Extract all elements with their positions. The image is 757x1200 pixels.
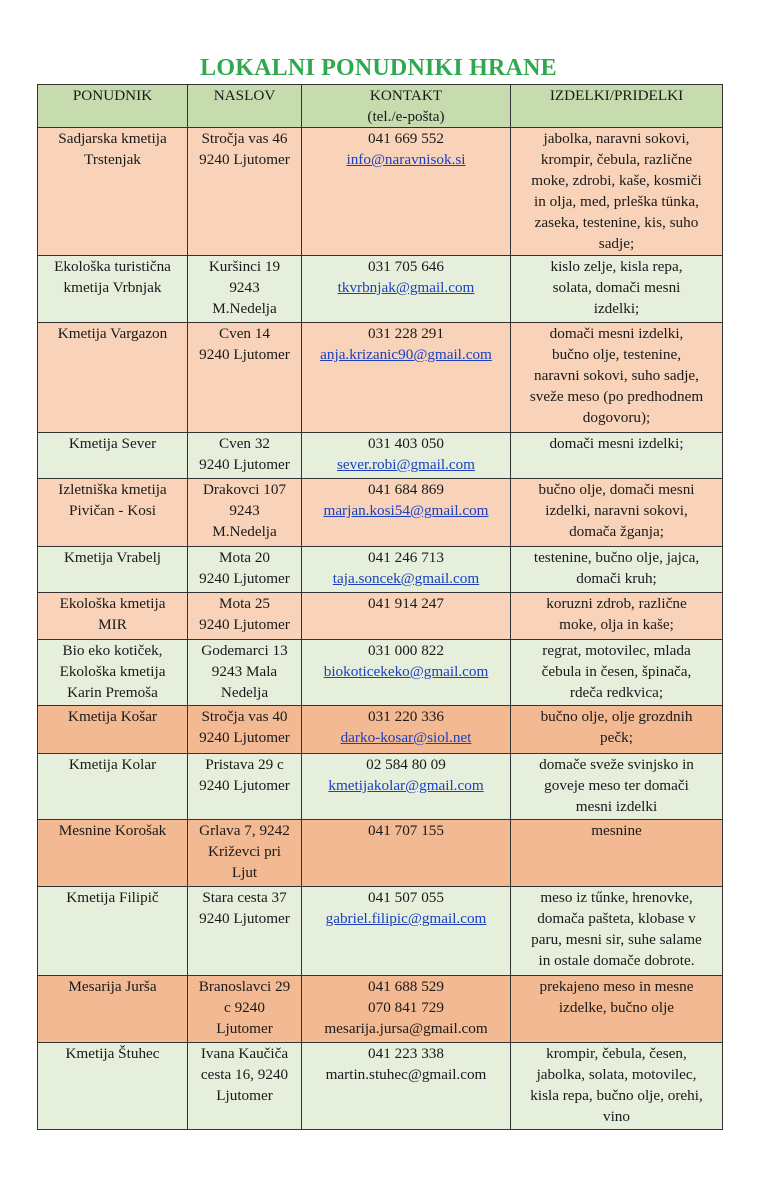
- cell-izdelki: regrat, motovilec, mlada čebula in česen, špinača, rdeča redkvica;: [511, 640, 723, 706]
- cell-naslov: Stročja vas 46 9240 Ljutomer: [188, 128, 302, 256]
- phone-number: 041 246 713: [368, 549, 444, 566]
- phone-number: 031 220 336: [368, 708, 444, 725]
- email-link[interactable]: marjan.kosi54@gmail.com: [323, 502, 489, 519]
- phone-number: 041 669 552: [368, 130, 444, 147]
- phone-number: 041 707 155: [368, 822, 444, 839]
- cell-kontakt: [302, 547, 511, 593]
- cell-kontakt: [302, 976, 511, 1043]
- phone-number: 031 403 050: [368, 435, 444, 452]
- cell-ponudnik: Kmetija Filipič: [38, 887, 188, 976]
- header-ponudnik: PONUDNIK: [38, 85, 188, 128]
- cell-naslov: Ivana Kaučiča cesta 16, 9240 Ljutomer: [188, 1043, 302, 1130]
- cell-kontakt: [302, 128, 511, 256]
- phone-number: 041 914 247: [368, 595, 444, 612]
- cell-ponudnik: Kmetija Sever: [38, 433, 188, 479]
- cell-izdelki: krompir, čebula, česen, jabolka, solata, motovilec, kisla repa, bučno olje, orehi, vino: [511, 1043, 723, 1130]
- phone-number: 031 705 646: [368, 258, 444, 275]
- table-row: [38, 479, 723, 547]
- phone-number: 041 684 869: [368, 481, 444, 498]
- phone-number: 041 688 529 070 841 729: [368, 978, 444, 1016]
- cell-izdelki: bučno olje, olje grozdnih pečk;: [511, 706, 723, 754]
- cell-ponudnik: Mesnine Korošak: [38, 820, 188, 887]
- page-title: LOKALNI PONUDNIKI HRANE: [200, 55, 557, 81]
- email-link[interactable]: gabriel.filipic@gmail.com: [325, 910, 487, 927]
- cell-naslov: Pristava 29 c 9240 Ljutomer: [188, 754, 302, 820]
- cell-ponudnik: Kmetija Štuhec: [38, 1043, 188, 1130]
- cell-izdelki: meso iz tűnke, hrenovke, domača pašteta, klobase v paru, mesni sir, suhe salame in ostale domače dobrote.: [511, 887, 723, 976]
- cell-kontakt: [302, 433, 511, 479]
- table-row: [38, 547, 723, 593]
- cell-izdelki: domače sveže svinjsko in goveje meso ter domači mesni izdelki: [511, 754, 723, 820]
- suppliers-table: [37, 84, 723, 1130]
- cell-kontakt: [302, 323, 511, 433]
- cell-izdelki: domači mesni izdelki, bučno olje, testenine, naravni sokovi, suho sadje, sveže meso (po predhodnem dogovoru);: [511, 323, 723, 433]
- cell-ponudnik: Kmetija Kolar: [38, 754, 188, 820]
- cell-kontakt: [302, 479, 511, 547]
- cell-ponudnik: Kmetija Vargazon: [38, 323, 188, 433]
- email-link[interactable]: darko-kosar@siol.net: [340, 729, 472, 746]
- cell-naslov: Mota 25 9240 Ljutomer: [188, 593, 302, 640]
- table-row: [38, 887, 723, 976]
- table-row: [38, 323, 723, 433]
- cell-ponudnik: Bio eko kotiček, Ekološka kmetija Karin Premoša: [38, 640, 188, 706]
- email-link[interactable]: taja.soncek@gmail.com: [332, 570, 480, 587]
- cell-naslov: Branoslavci 29 c 9240 Ljutomer: [188, 976, 302, 1043]
- table-row: [38, 976, 723, 1043]
- email-link: martin.stuhec@gmail.com: [325, 1066, 487, 1083]
- cell-naslov: Cven 14 9240 Ljutomer: [188, 323, 302, 433]
- table-row: [38, 593, 723, 640]
- cell-kontakt: [302, 820, 511, 887]
- cell-izdelki: testenine, bučno olje, jajca, domači kruh;: [511, 547, 723, 593]
- cell-izdelki: kislo zelje, kisla repa, solata, domači mesni izdelki;: [511, 256, 723, 323]
- cell-izdelki: bučno olje, domači mesni izdelki, naravni sokovi, domača žganja;: [511, 479, 723, 547]
- cell-izdelki: prekajeno meso in mesne izdelke, bučno olje: [511, 976, 723, 1043]
- cell-ponudnik: Sadjarska kmetija Trstenjak: [38, 128, 188, 256]
- cell-kontakt: [302, 887, 511, 976]
- cell-naslov: Kuršinci 19 9243 M.Nedelja: [188, 256, 302, 323]
- cell-naslov: Grlava 7, 9242 Križevci pri Ljut: [188, 820, 302, 887]
- header-izdelki: IZDELKI/PRIDELKI: [511, 85, 723, 128]
- phone-number: 02 584 80 09: [366, 756, 446, 773]
- table-body: [38, 128, 723, 1130]
- cell-kontakt: [302, 256, 511, 323]
- cell-naslov: Stročja vas 40 9240 Ljutomer: [188, 706, 302, 754]
- email-link[interactable]: anja.krizanic90@gmail.com: [320, 346, 492, 363]
- cell-naslov: Stara cesta 37 9240 Ljutomer: [188, 887, 302, 976]
- email-link[interactable]: tkvrbnjak@gmail.com: [337, 279, 475, 296]
- table-row: [38, 1043, 723, 1130]
- cell-naslov: Godemarci 13 9243 Mala Nedelja: [188, 640, 302, 706]
- cell-naslov: Mota 20 9240 Ljutomer: [188, 547, 302, 593]
- table-row: [38, 128, 723, 256]
- cell-ponudnik: Kmetija Vrabelj: [38, 547, 188, 593]
- email-link[interactable]: info@naravnisok.si: [346, 151, 466, 168]
- cell-ponudnik: Mesarija Jurša: [38, 976, 188, 1043]
- cell-ponudnik: Ekološka turistična kmetija Vrbnjak: [38, 256, 188, 323]
- cell-kontakt: [302, 754, 511, 820]
- cell-kontakt: [302, 593, 511, 640]
- phone-number: 031 228 291: [368, 325, 444, 342]
- email-link: mesarija.jursa@gmail.com: [324, 1020, 488, 1037]
- table-header-row: [38, 85, 723, 128]
- cell-ponudnik: Ekološka kmetija MIR: [38, 593, 188, 640]
- cell-izdelki: domači mesni izdelki;: [511, 433, 723, 479]
- email-link[interactable]: biokoticekeko@gmail.com: [323, 663, 489, 680]
- phone-number: 041 223 338: [368, 1045, 444, 1062]
- cell-kontakt: [302, 706, 511, 754]
- table-row: [38, 433, 723, 479]
- table-row: [38, 820, 723, 887]
- table-row: [38, 706, 723, 754]
- header-naslov: NASLOV: [188, 85, 302, 128]
- cell-izdelki: koruzni zdrob, različne moke, olja in kaše;: [511, 593, 723, 640]
- cell-izdelki: mesnine: [511, 820, 723, 887]
- table-row: [38, 754, 723, 820]
- phone-number: 041 507 055: [368, 889, 444, 906]
- table-row: [38, 256, 723, 323]
- cell-ponudnik: Kmetija Košar: [38, 706, 188, 754]
- table-row: [38, 640, 723, 706]
- email-link[interactable]: kmetijakolar@gmail.com: [328, 777, 484, 794]
- cell-naslov: Drakovci 107 9243 M.Nedelja: [188, 479, 302, 547]
- phone-number: 031 000 822: [368, 642, 444, 659]
- header-kontakt: KONTAKT (tel./e-pošta): [302, 85, 511, 128]
- cell-kontakt: [302, 640, 511, 706]
- cell-izdelki: jabolka, naravni sokovi, krompir, čebula, različne moke, zdrobi, kaše, kosmiči in olja, med, prleška tünka, zaseka, testenine, kis, suho sadje;: [511, 128, 723, 256]
- email-link[interactable]: sever.robi@gmail.com: [337, 456, 475, 473]
- cell-kontakt: [302, 1043, 511, 1130]
- cell-ponudnik: Izletniška kmetija Pivičan - Kosi: [38, 479, 188, 547]
- cell-naslov: Cven 32 9240 Ljutomer: [188, 433, 302, 479]
